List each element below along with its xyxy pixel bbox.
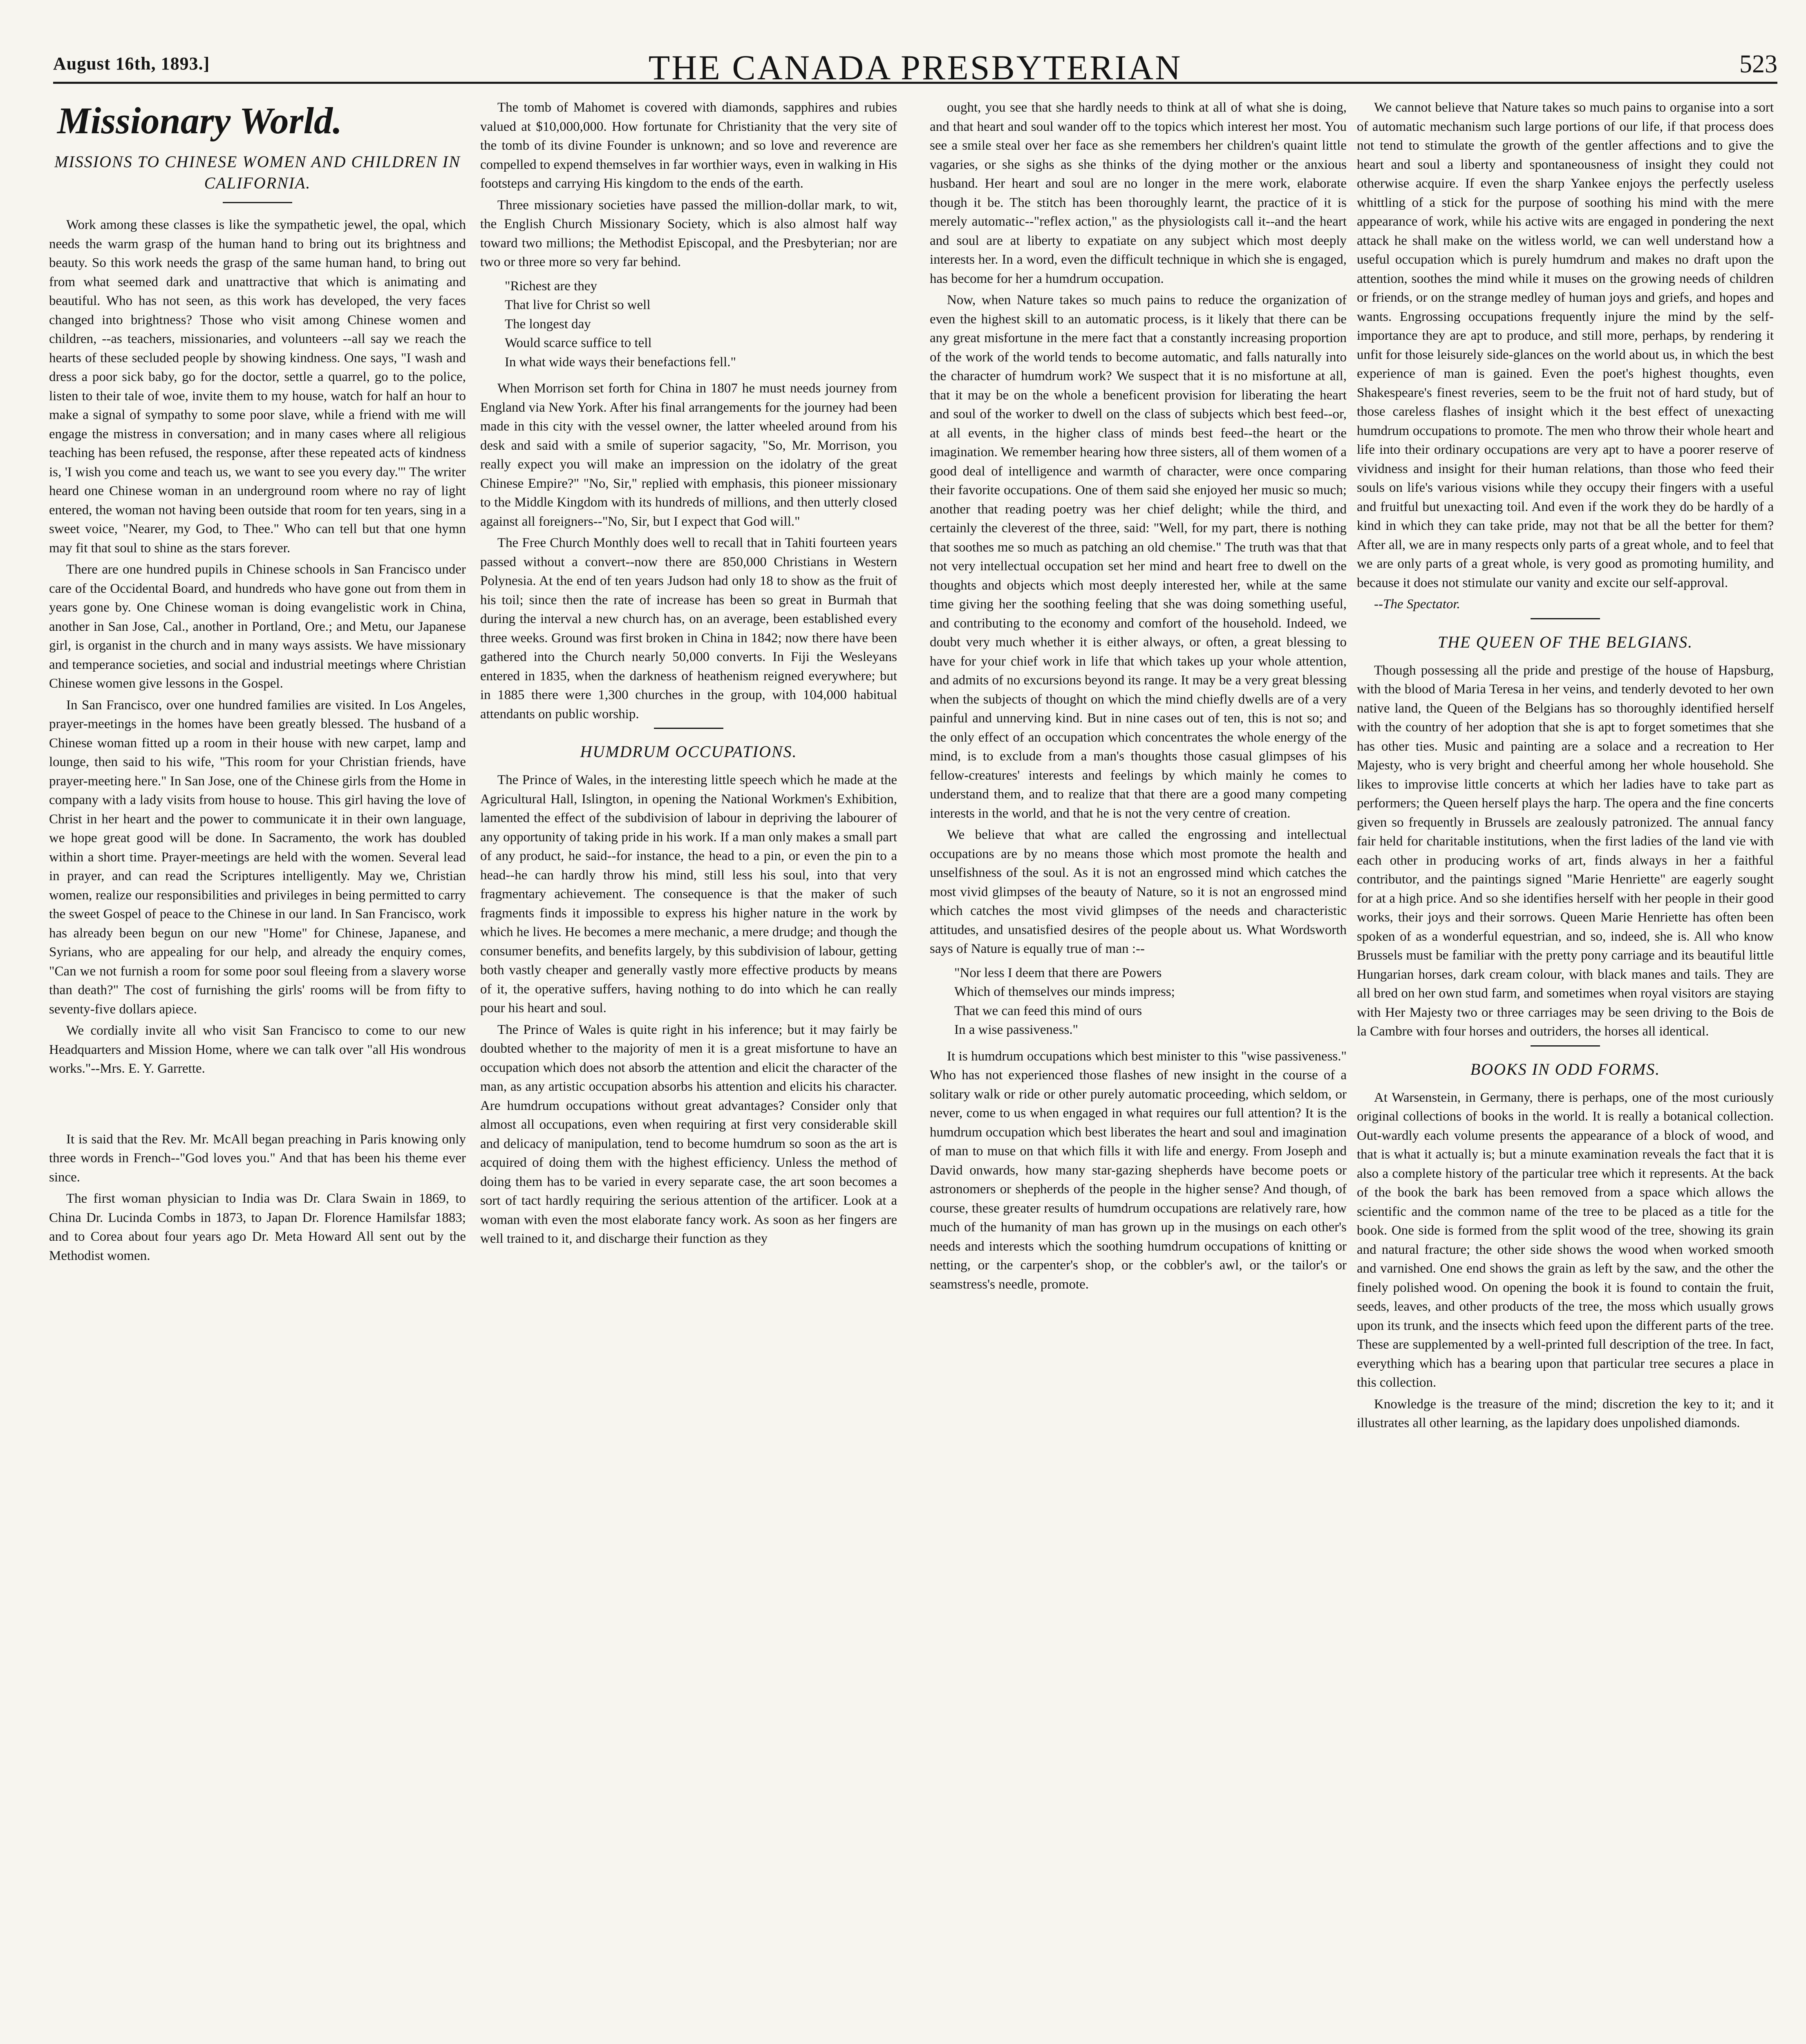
- paragraph: Work among these classes is like the sympathetic jewel, the opal, which needs the warm grasp of the human hand to bring out its brightness and beauty. So this work needs the grasp of the same human hand, to bring out from what seemed dark and unattractive that which is animating and beautiful. Who has not seen, as this work has developed, the very faces changed into brightness? Those who visit among Chinese women and children, --as teachers, missionaries, and volunteers --all say we reach the hearts of these secluded people by showing kindness. One says, "I wash and dress a poor sick baby, go for the doctor, settle a quarrel, go to the police, listen to their tale of woe, invite them to my house, watch for half an hour to make a signal of sympathy to some poor slave, while a friend with me will engage the mistress in conversation; and in many cases where all religious teaching has been refused, the response, after these repeated acts of kindness is, 'I wish you come and teach us, we want to see you every day.'" The writer heard one Chinese woman in an underground room where no ray of light entered, the woman not having been outside that room for ten years, sing in a sweet voice, "Nearer, my God, to Thee." Who can tell but that one hymn may fit that soul to shine as the stars forever.: [49, 217, 466, 556]
- header-rule: [53, 82, 1777, 84]
- column-3: [930, 98, 1347, 2044]
- article-title: BOOKS IN ODD FORMS.: [1470, 1060, 1661, 1078]
- poem-line: Would scarce suffice to tell: [505, 336, 652, 350]
- poem-line: "Nor less I deem that there are Powers: [954, 965, 1162, 980]
- issue-date: August 16th, 1893.]: [53, 54, 210, 74]
- column-4: [1357, 98, 1774, 2044]
- section-heading: Missionary World.: [57, 100, 342, 141]
- paragraph: When Morrison set forth for China in 1807 he must needs journey from England via New York. After his final arrangements for the journey had been made in this city with the vessel owner, the latter wheeled around from his desk and said with a smile of superior sagacity, "So, Mr. Morrison, you really expect you will make an impression on the idolatry of the great Chinese Empire?" "No, Sir," replied with emphasis, this pioneer missionary to the Middle Kingdom with its hundreds of millions, and then utterly closed against all foreigners--"No, Sir, but I expect that God will.": [480, 381, 897, 529]
- paragraph: Three missionary societies have passed the million-dollar mark, to wit, the English Church Missionary Society, which is also almost half way toward two millions; the Methodist Episcopal, and the Presbyterian; nor are two or three more so very far behind.: [480, 197, 897, 269]
- poem-line: In what wide ways their benefactions fell.": [505, 354, 736, 370]
- paragraph: Now, when Nature takes so much pains to reduce the organization of even the highest skill to an automatic process, is it likely that there can be any great misfortune in the mere fact that a constantly increasing proportion of the work of the world tends to become automatic, and falls naturally into the character of humdrum work? We suspect that it is no misfortune at all, that it may be on the whole a beneficent provision for liberating the heart and soul of the worker to dwell on the class of subjects which best feed--or, at all events, in the higher class of minds best feed--the heart or the imagination. We remember hearing how three sisters, all of them women of a good deal of intelligence and warmth of character, were once comparing their favorite occupations. One of them said she enjoyed her music so much; another that reading poetry was her chief delight; while the third, and certainly the cleverest of the three, said: "Well, for my part, there is nothing that soothes me so much as patching an old chemise." The truth was that that not very intellectual occupation set her mind and heart free to dwell on the thoughts and objects which most deeply interested her, while at the same time giving her the soothing feeling that she was doing something useful, and contributing to the economy and comfort of the household. Indeed, we doubt very much whether it is either always, or often, a great blessing to have for your chief work in life that which takes up your whole attention, and admits of no excursions beyond its range. It may be a very great blessing when the subjects of thought on which the mind chiefly dwells are of a very painful and unnerving kind. But in nine cases out of ten, this is not so; and the only effect of an occupation which concentrates the whole energy of the mind, is to exclude from a man's thoughts those casual glimpses of his fellow-creatures' interests and feelings by which mainly he comes to understand them, and to realize that that there are a good many competing interests in the world, and that he is not the very centre of creation.: [930, 293, 1347, 821]
- poem-line: Which of themselves our minds impress;: [954, 984, 1175, 999]
- paragraph: The Prince of Wales, in the interesting little speech which he made at the Agricultural Hall, Islington, in opening the National Workmen's Exhibition, lamented the effect of the subdivision of labour in depriving the labourer of any opportunity of taking pride in his work. If a man only makes a small part of any product, he said--for instance, the head to a pin, or even the pin to a head--he can hardly throw his mind, still less his soul, into that very fragmentary achievement. The consequence is that the maker of such fragments finds it impossible to express his higher nature in the work by which he lives. He becomes a mere mechanic, a mere drudge; and though the consumer benefits, and benefits largely, by this subdivision of labour, getting both vastly cheaper and generally vastly more effective products by means of it, the operative suffers, having nothing to do into which he can really pour his heart and soul.: [480, 773, 897, 1015]
- paragraph: Knowledge is the treasure of the mind; discretion the key to it; and it illustrates all other learning, as the lapidary does unpolished diamonds.: [1357, 1396, 1774, 1430]
- paragraph: It is humdrum occupations which best minister to this "wise passiveness." Who has not experienced those flashes of new insight in the course of a solitary walk or ride or other purely automatic proceeding, which seldom, or never, come to us when engaged in what requires our full attention? It is the humdrum occupation which best liberates the heart and soul and imagination of man to muse on that which fills it with life and energy. From Joseph and David onwards, how many star-gazing shepherds have become poets or astronomers or shepherds of the people in the higher sense? And though, of course, these greater results of humdrum occupations are relatively rare, how much of the humanity of man has grown up in the musings on each other's needs and interests which the soothing humdrum occupations of knitting or netting, or the carpenter's shop, or the cobbler's awl, or the tailor's or seamstress's needle, promote.: [930, 1049, 1347, 1292]
- paragraph: There are one hundred pupils in Chinese schools in San Francisco under care of the Occidental Board, and hundreds who have gone out from them in years gone by. One Chinese woman is doing evangelistic work in China, another in San Jose, Cal., another in Portland, Ore.; and Metu, our Japanese girl, is organist in the church and in many ways assists. We have missionary and temperance societies, and social and industrial meetings where Christian Chinese women give lessons in the Gospel.: [49, 562, 466, 691]
- divider: [223, 202, 292, 203]
- spacer: [49, 1081, 466, 1130]
- poem-line: In a wise passiveness.": [954, 1022, 1079, 1037]
- article-title: THE QUEEN OF THE BELGIANS.: [1437, 632, 1693, 651]
- divider: [654, 728, 723, 729]
- poem-line: "Richest are they: [505, 278, 598, 294]
- paragraph: The Prince of Wales is quite right in his inference; but it may fairly be doubted whether to the majority of men it is a great misfortune to have an occupation which does not absorb the attention and elicit the character of the man, as any artistic occupation absorbs his attention and elicits his character. Are humdrum occupations without great advantages? Consider only that almost all occupations, even when requiring at first very considerable skill and delicacy of manipulation, tend to become humdrum so soon as the art is acquired of doing them with the highest efficiency. Unless the method of doing them has to be varied in every separate case, the art soon becomes a sort of tact hardly requiring the serious attention of the artificer. Look at a woman with even the most elaborate fancy work. As soon as her fingers are well trained to it, and discharge their function as they: [480, 1022, 897, 1246]
- paragraph: At Warsenstein, in Germany, there is perhaps, one of the most curiously original collections of books in the world. It is really a botanical collection. Out-wardly each volume presents the appearance of a block of wood, and that is what it actually is; but a minute examination reveals the fact that it is also a complete history of the particular tree which it represents. At the back of the book the bark has been removed from a space which allows the scientific and the common name of the tree to be placed as a title for the book. One side is formed from the split wood of the tree, showing its grain and natural fracture; the other side shows the wood when worked smooth and varnished. One end shows the grain as left by the saw, and the other the finely polished wood. On opening the book it is found to contain the fruit, seeds, leaves, and other products of the tree, the moss which usually grows upon its trunk, and the insects which feed upon the different parts of the tree. These are supplemented by a well-printed full description of the tree. In fact, everything which has a bearing upon that particular tree secures a place in this collection.: [1357, 1090, 1774, 1390]
- paragraph: ought, you see that she hardly needs to think at all of what she is doing, and that heart and soul wander off to the topics which interest her most. You see a smile steal over her face as she remembers her children's quaint little vagaries, or she sighs as she thinks of the dying mother or the anxious husband. Her heart and soul are no longer in the mere work, elaborate though it be. The stitch has been thoroughly learnt, the practice of it is merely automatic--"reflex action," as the physiologists call it--and the heart and soul are at liberty to expatiate on any subject which most deeply interests her. In a word, even the difficult technique in which she is engaged, has become for her a humdrum occupation.: [930, 100, 1347, 286]
- poem-line: That we can feed this mind of ours: [954, 1003, 1142, 1018]
- poem: [954, 964, 1347, 1040]
- divider: [1531, 618, 1600, 619]
- column-1: [49, 98, 466, 2044]
- masthead-title: THE CANADA PRESBYTERIAN: [648, 48, 1182, 87]
- paragraph: The first woman physician to India was Dr. Clara Swain in 1869, to China Dr. Lucinda Combs in 1873, to Japan Dr. Florence Hamilsfar 1883; and to Corea about four years ago Dr. Meta Howard All sent out by the Methodist women.: [49, 1191, 466, 1263]
- column-2: [480, 98, 897, 2044]
- poem-line: The longest day: [505, 316, 591, 332]
- source-signature: --The Spectator.: [1374, 597, 1460, 612]
- paragraph: Though possessing all the pride and prestige of the house of Hapsburg, with the blood of Maria Teresa in her veins, and tenderly devoted to her own native land, the Queen of the Belgians has so thoroughly identified herself with the country of her adoption that she is apt to forget sometimes that she has other ties. Music and painting are a solace and a recreation to Her Majesty, who is very bright and cheerful among her whole household. She likes to improvise little concerts at which her ladies have to take part as performers; the Queen herself plays the harp. The opera and the fine concerts given so frequently in Brussels are zealously patronized. The annual fancy fair held for charitable institutions, when the first ladies of the land vie with each other in producing works of art, finds always in her a faithful contributor, and the paintings signed "Marie Henriette" are eagerly sought for at a high price. And so she identifies herself with her people in their good works, their joys and their sorrows. Queen Marie Henriette has often been spoken of as a wonderful equestrian, and so, indeed, she is. All who know Brussels must be familiar with the pretty pony carriage and its beautiful little Hungarian horses, dark cream colour, with black manes and tails. They are all bred on her own stud farm, and sometimes when royal visitors are staying with Her Majesty two or three carriages may be seen driving to the Bois de la Cambre with four horses and outriders, the horses all identical.: [1357, 663, 1774, 1039]
- paragraph: We cannot believe that Nature takes so much pains to organise into a sort of automatic mechanism such large portions of our life, if that process does not tend to stimulate the growth of the gentler affections and to give the heart and soul a liberty and spontaneousness of insight they could not otherwise acquire. If even the sharp Yankee enjoys the perfectly useless whittling of a stick for the purpose of soothing his mind with the mere appearance of work, while his active wits are engaged in pondering the next attack he shall make on the witless world, we can well understand how a useful occupation which is purely humdrum and makes no draft upon the attention, soothes the mind while it muses on the growing needs of children or friends, or on the strange medley of human joys and griefs, and hopes and wants. Engrossing occupations frequently injure the mind by the self-importance they are apt to produce, and still more, perhaps, by rendering it unfit for those leisurely side-glances on the world about us, in which the best experience of man is gained. Even the poet's highest thoughts, even Shakespeare's finest reveries, seem to be the fruit not of hard study, but of those careless flashes of insight which it the best effect of unexacting humdrum occupations to promote. The men who throw their whole heart and life into their ordinary occupations are very apt to have a poorer reserve of vividness and insight for their human relations, than those who feed their souls on life's various visions while they occupy their fingers with a useful and fruitful but unexacting toil. And even if the work they do be hardly of a kind in which they can take pride, may not that be all the better for them? After all, we are in many respects only parts of a great whole, and to feel that we are only parts of a great whole, is very good as promoting humility, and because it does not stimulate our vanity and excite our self-approval.: [1357, 100, 1774, 590]
- poem: [505, 277, 897, 372]
- page-number: 523: [1739, 50, 1777, 78]
- paragraph: We cordially invite all who visit San Francisco to come to our new Headquarters and Mission Home, where we can talk over "all His wondrous works."--Mrs. E. Y. Garrette.: [49, 1023, 466, 1076]
- poem-line: That live for Christ so well: [505, 298, 651, 312]
- paragraph: The Free Church Monthly does well to recall that in Tahiti fourteen years passed without a convert--now there are 850,000 Christians in Western Polynesia. At the end of ten years Judson had only 18 to show as the fruit of his toil; since then the rate of increase has been so great in Burmah that during the interval a new church has, on an average, been established every three weeks. Ground was first broken in China in 1842; now there have been gathered into the Church nearly 50,000 converts. In Fiji the Wesleyans entered in 1835, when the darkness of heathenism reigned everywhere; but in 1885 there were 1,300 churches in the group, with 104,000 habitual attendants on public worship.: [480, 536, 897, 722]
- paragraph: It is said that the Rev. Mr. McAll began preaching in Paris knowing only three words in French--"God loves you." And that has been his theme ever since.: [49, 1132, 466, 1185]
- article-title: HUMDRUM OCCUPATIONS.: [580, 742, 797, 761]
- paragraph: The tomb of Mahomet is covered with diamonds, sapphires and rubies valued at $10,000,000. How fortunate for Christianity that the very site of the tomb of its divine Founder is unknown; and so love and reverence are compelled to expend themselves in far worthier ways, even in walking in His footsteps and carrying His kingdom to the ends of the earth.: [480, 100, 897, 191]
- divider: [1531, 1045, 1600, 1047]
- article-title: MISSIONS TO CHINESE WOMEN AND CHILDREN IN CALIFORNIA.: [54, 152, 461, 192]
- page-header: [53, 25, 1777, 87]
- paragraph: In San Francisco, over one hundred families are visited. In Los Angeles, prayer-meetings in the homes have been greatly blessed. The husband of a Chinese woman fitted up a room in their house with new carpet, lamp and lounge, then said to his wife, "This room for your Christian friends, have prayer-meeting here." In San Jose, one of the Chinese girls from the Home in company with a lady visits from house to house. This girl having the love of Christ in her heart and the power to communicate it in their own language, we hope great good will be done. In Sacramento, the work has doubled within a short time. Prayer-meetings are held with the women. Several lead in prayer, and can read the Scriptures intelligently. May we, Christian women, realize our responsibilities and privileges in being permitted to carry the sweet Gospel of peace to the Chinese in our land. In San Francisco, work has already been begun on our new "Home" for Chinese, Japanese, and Syrians, who are appealing for our help, and already the enquiry comes, "Can we not furnish a room for some poor soul fleeing from a slavery worse than death?" The cost of furnishing the girls' rooms will be from fifty to seventy-five dollars apiece.: [49, 697, 466, 1017]
- paragraph: We believe that what are called the engrossing and intellectual occupations are by no means those which most promote the health and unselfishness of the soul. As it is not an engrossed mind which catches the most vivid glimpses of the beauty of Nature, so it is not an engrossed mind which catches the most vivid glimpses of the needs and characteristic attitudes, and unsatisfied desires of the people about us. What Wordsworth says of Nature is equally true of man :--: [930, 827, 1347, 956]
